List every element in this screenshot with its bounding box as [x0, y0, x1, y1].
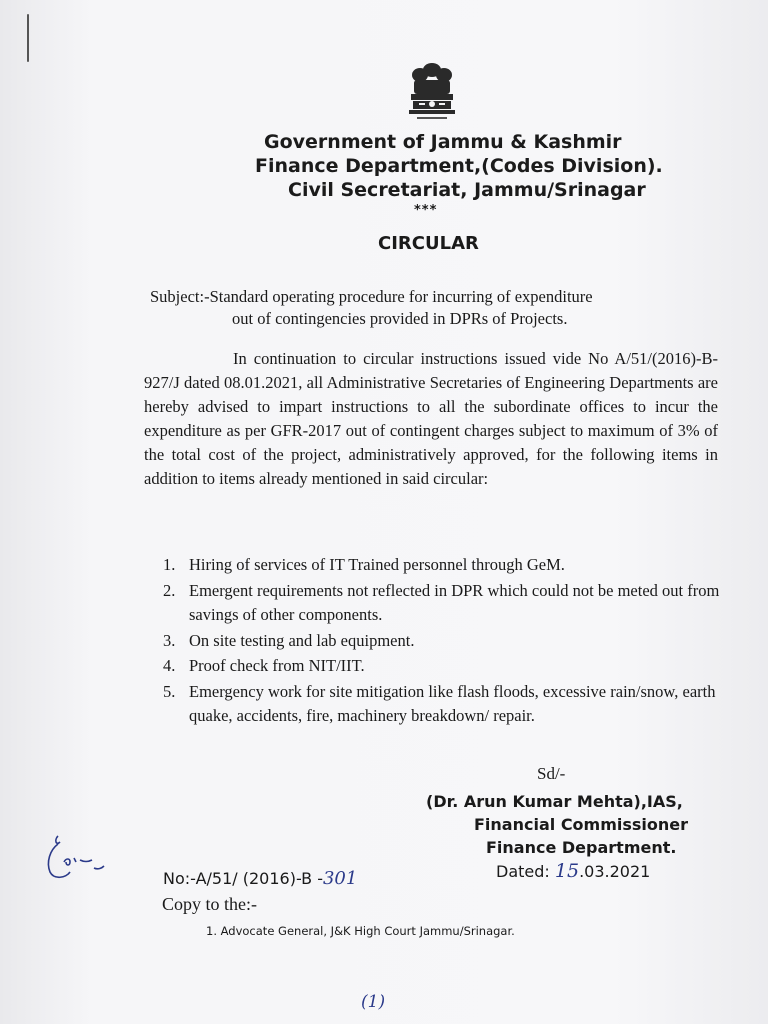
binding-mark: [27, 14, 29, 62]
list-item-text: Emergent requirements not reflected in DPR which could not be meted out from savings of other components.: [189, 580, 720, 624]
items-list: [163, 553, 723, 730]
body-text: In continuation to circular instructions issued vide No A/51/(2016)-B-927/J dated 08.01.2021, all Administrative Secretaries of Engineering Departments are hereby advised to impart instructions to all the subordinate offices to incur the expenditure as per GFR-2017 out of contingent charges subject to maximum of 3% of the total cost of the project, administratively approved, for the following items in addition to items already mentioned in said circular:: [144, 349, 718, 488]
reference-handwritten-number: 301: [322, 868, 358, 889]
subject-block: [150, 286, 730, 330]
list-item-number: 5.: [163, 681, 176, 701]
reference-number: [163, 868, 357, 889]
subject-line-2: out of contingencies provided in DPRs of Projects.: [232, 309, 568, 328]
list-item-text: Proof check from NIT/IIT.: [189, 656, 365, 675]
letterhead-government: Government of Jammu & Kashmir: [264, 131, 622, 153]
document-title: CIRCULAR: [378, 233, 479, 254]
list-item-text: Emergency work for site mitigation like flash floods, excessive rain/snow, earth quake, accidents, fire, machinery breakdown/ repair.: [189, 681, 716, 725]
letterhead-department: Finance Department,(Codes Division).: [255, 155, 663, 177]
list-item-number: 4.: [163, 656, 176, 675]
page-marker: (1): [361, 992, 386, 1012]
reference-prefix: No:-A/51/ (2016)-B -: [163, 869, 323, 888]
signatory-department: Finance Department.: [486, 838, 677, 857]
signature-sd: Sd/-: [537, 764, 566, 783]
copy-to-item: 1. Advocate General, J&K High Court Jammu/Srinagar.: [206, 924, 515, 938]
list-item: [163, 579, 723, 628]
list-item-number: 1.: [163, 555, 176, 574]
signatory-name: (Dr. Arun Kumar Mehta),IAS,: [426, 792, 683, 811]
subject-line-1: Subject:-Standard operating procedure for incurring of expenditure: [150, 287, 593, 306]
dated-handwritten-day: 15: [554, 860, 580, 882]
list-item-number: 2.: [163, 580, 176, 600]
list-item-text: On site testing and lab equipment.: [189, 630, 415, 650]
state-emblem-icon: [403, 62, 461, 124]
list-item: [163, 629, 723, 654]
dated-label: Dated:: [496, 862, 550, 881]
list-item: [163, 654, 723, 679]
letterhead: [250, 130, 690, 202]
list-item-number: 3.: [163, 630, 176, 650]
list-item: [163, 680, 723, 729]
body-paragraph: [144, 347, 718, 491]
handwritten-margin-note: [40, 832, 112, 888]
list-item: [163, 553, 723, 578]
dated-rest: .03.2021: [579, 862, 651, 881]
signatory-designation: Financial Commissioner: [474, 815, 689, 834]
separator-stars: ***: [414, 203, 438, 218]
letterhead-address: Civil Secretariat, Jammu/Srinagar: [288, 179, 646, 201]
dated-line: [496, 860, 650, 882]
copy-to-label: Copy to the:-: [162, 894, 257, 914]
list-item-text: Hiring of services of IT Trained personnel through GeM.: [189, 555, 565, 574]
